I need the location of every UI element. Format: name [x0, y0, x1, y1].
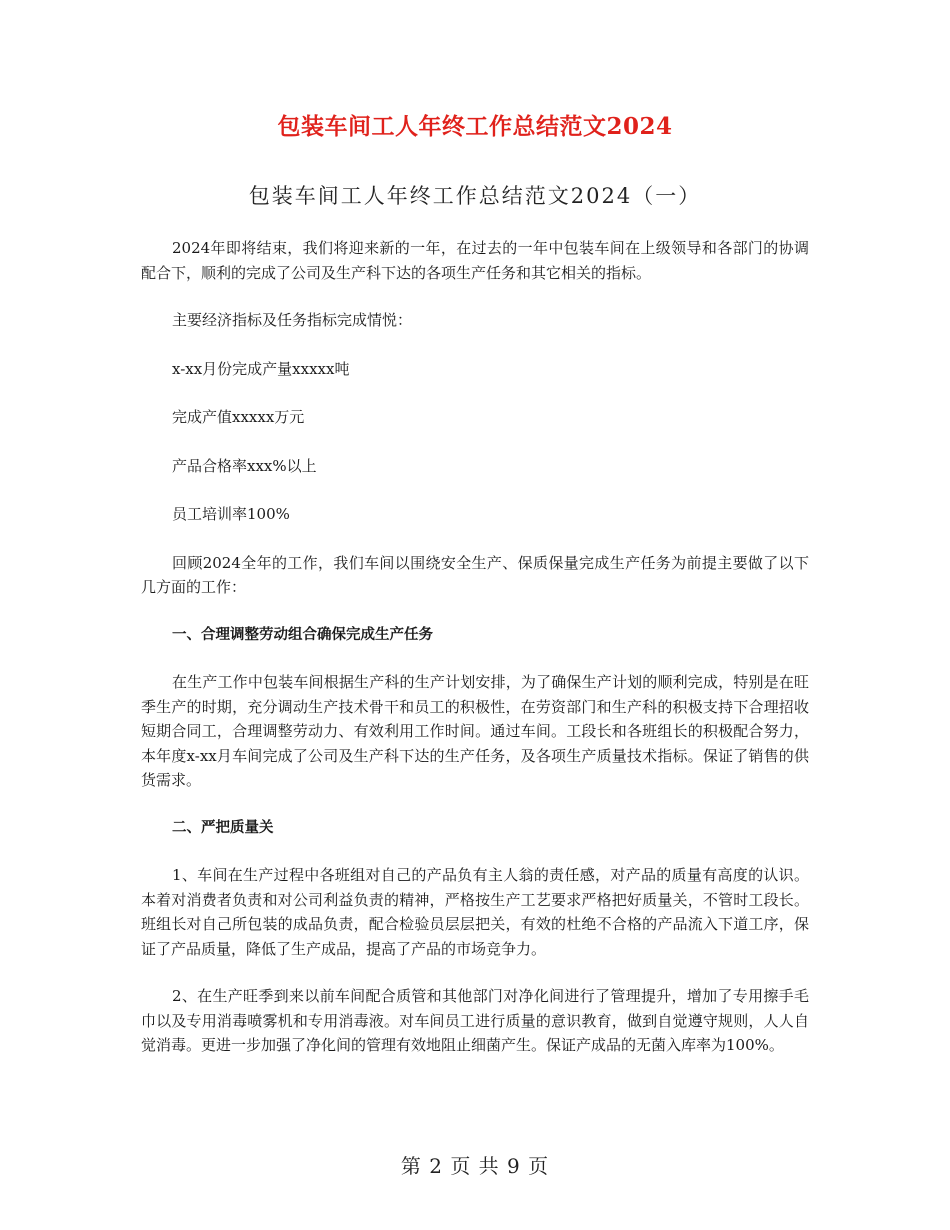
document-subtitle: 包装车间工人年终工作总结范文2024（一）: [248, 184, 702, 208]
paragraph-value: 完成产值xxxxx万元: [172, 408, 305, 426]
document-title: 包装车间工人年终工作总结范文2024: [277, 113, 673, 140]
page-number-footer: 第 2 页 共 9 页: [400, 1154, 550, 1178]
paragraph-intro: 2024年即将结束，我们将迎来新的一年，在过去的一年中包装车间在上级领导和各部门的协调配合下，顺利的完成了公司及生产科下达的各项生产任务和其它相关的指标。: [141, 239, 809, 282]
paragraph-pass-rate: 产品合格率xxx%以上: [172, 456, 317, 475]
paragraph-review: 回顾2024全年的工作，我们车间以围绕安全生产、保质保量完成生产任务为前提主要做了以下几方面的工作：: [141, 553, 809, 596]
paragraph-quality-2: 2、在生产旺季到来以前车间配合质管和其他部门对净化间进行了管理提升，增加了专用擦手毛巾以及专用消毒喷雾机和专用消毒液。对车间员工进行质量的意识教育，做到自觉遵守规则，人人自觉消毒。更进一步加强了净化间的管理有效地阻止细菌产生。保证产成品的无菌入库率为100%。: [141, 987, 809, 1054]
section-heading-1: 一、合理调整劳动组合确保完成生产任务: [172, 626, 433, 643]
paragraph-training-rate: 员工培训率100%: [172, 505, 290, 523]
paragraph-quality-1: 1、车间在生产过程中各班组对自己的产品负有主人翁的责任感，对产品的质量有高度的认识。本着对消费者负责和对公司利益负责的精神，严格按生产工艺要求严格把好质量关，不管时工段长。班组长对自己所包装的成品负责，配合检验员层层把关，有效的杜绝不合格的产品流入下道工序，保证了产品质量，降低了生产成品，提高了产品的市场竞争力。: [141, 866, 809, 958]
section-heading-2: 二、严把质量关: [172, 819, 274, 836]
paragraph-indicators-heading: 主要经济指标及任务指标完成情悦：: [172, 311, 413, 329]
paragraph-output: x-xx月份完成产量xxxxx吨: [172, 359, 350, 378]
paragraph-labor: 在生产工作中包装车间根据生产科的生产计划安排，为了确保生产计划的顺利完成，特别是在旺季生产的时期，充分调动生产技术骨干和员工的积极性，在劳资部门和生产科的积极支持下合理招收短期合同工，合理调整劳动力、有效利用工作时间。通过车间。工段长和各班组长的积极配合努力，本年度x-xx月车间完成了公司及生产科下达的生产任务，及各项生产质量技术指标。保证了销售的供货需求。: [141, 673, 809, 789]
document-body: [141, 236, 809, 1081]
